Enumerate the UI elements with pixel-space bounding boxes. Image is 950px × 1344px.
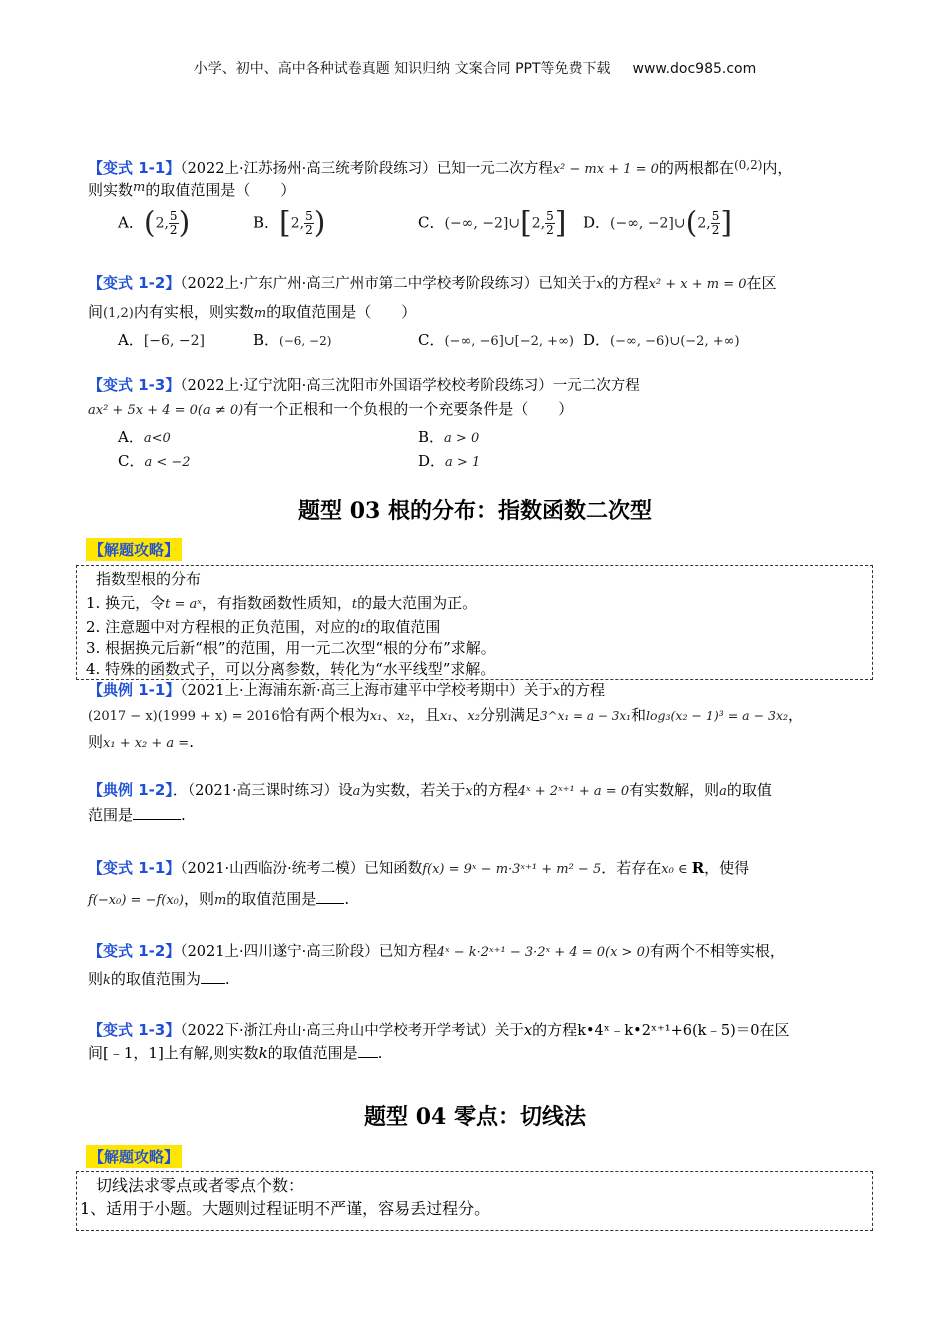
option-b[interactable]: B．a > 0 [418,428,480,446]
box-item-2: 2. 注意题中对方程根的正负范围，对应的t的取值范围 [86,618,441,636]
header-text: 小学、初中、高中各种试卷真题 知识归纳 文案合同 PPT等免费下载 [193,61,611,77]
question-1-2: 【变式 1-2】（2022上·广东广州·高三广州市第二中学校考阶段练习）已知关于x的方程x² + x + m = 0在区 [88,274,777,292]
option-b[interactable]: B．(−6, −2) [253,331,332,349]
variant-1-1-b-line2: f(−x₀) = −f(x₀)，则m的取值范围是 . [88,890,350,908]
variant-1-2-b-line2: 则k的取值范围为 . [88,970,230,988]
option-a[interactable]: A．(2, $\frac{5}{2}$ ) [118,205,191,241]
option-d[interactable]: D．(−∞, −2]∪(2, $\frac{5}{2}$ ] [583,205,733,241]
option-b[interactable]: B．[2, $\frac{5}{2}$ ) [253,205,326,241]
header-url[interactable]: www.doc985.com [632,61,757,77]
math-equation: x² − mx + 1 = 0 [552,162,659,177]
option-c[interactable]: C．a < −2 [118,452,191,470]
section-title: 题型 04 零点：切线法 [364,1104,586,1130]
math-equation: 4ˣ − k·2ˣ⁺¹ − 3·2ˣ + 4 = 0(x > 0) [436,945,650,960]
math-equation: ax² + 5x + 4 = 0(a ≠ 0) [88,403,244,418]
question-1-2-line2: 间(1,2)内有实根，则实数m的取值范围是（ ） [88,303,417,321]
example-1-1-line3: 则x₁ + x₂ + a =. [88,733,194,751]
box-item-1: 1、适用于小题。大题则过程证明不严谨，容易丢过程分。 [80,1199,491,1218]
section-title: 题型 03 根的分布：指数函数二次型 [298,498,652,524]
question-tag: 【变式 1-3】 [88,376,181,394]
box-item-1: 1. 换元，令t = aˣ，有指数函数性质知，t的最大范围为正。 [86,594,478,612]
question-1-1: 【变式 1-1】（2022上·江苏扬州·高三统考阶段练习）已知一元二次方程x² − mx + 1 = 0的两根都在$^{(0,2)}$内， [88,158,793,177]
question-tag: 【变式 1-1】 [88,859,181,877]
variant-1-1-b: 【变式 1-1】（2021·山西临汾·统考二模）已知函数f(x) = 9ˣ − m·3ˣ⁺¹ + m² − 5．若存在x₀ ∈ R，使得 [88,859,750,877]
math-equation: f(x) = 9ˣ − m·3ˣ⁺¹ + m² − 5 [422,862,602,877]
page-header [0,58,950,78]
box-title: 切线法求零点或者零点个数： [96,1176,305,1195]
question-1-3-line2: ax² + 5x + 4 = 0(a ≠ 0)有一个正根和一个负根的一个充要条件是（ ） [88,400,574,418]
question-1-1-line2: 则实数m的取值范围是（ ） [88,180,296,199]
math-equation: x² + x + m = 0 [648,277,747,292]
answer-blank[interactable] [316,889,344,904]
option-a[interactable]: A．[−6, −2] [118,331,205,349]
variant-1-2-b: 【变式 1-2】（2021上·四川遂宁·高三阶段）已知方程4ˣ − k·2ˣ⁺¹ − 3·2ˣ + 4 = 0(x > 0)有两个不相等实根， [88,942,785,960]
option-a[interactable]: A．a<0 [118,428,171,446]
math-equation: 4ˣ + 2ˣ⁺¹ + a = 0 [517,784,630,799]
example-1-2-line2: 范围是 . [88,806,186,824]
box-title: 指数型根的分布 [96,570,202,588]
math-equation: k•4ˣ﹣k•2ˣ⁺¹+6(k﹣5)＝0 [577,1023,760,1039]
variant-1-3-b-line2: 间[﹣1，1]上有解,则实数k的取值范围是 . [88,1044,383,1062]
question-tag: 【典例 1-1】 [88,681,181,699]
option-c[interactable]: C．(−∞, −2]∪[2, $\frac{5}{2}$ ] [418,205,567,241]
variant-1-3-b: 【变式 1-3】（2022下·浙江舟山·高三舟山中学校考开学考试）关于x的方程k•4ˣ﹣k•2ˣ⁺¹+6(k﹣5)＝0在区 [88,1021,790,1039]
answer-blank[interactable] [133,805,181,820]
question-tag: 【典例 1-2】 [88,781,173,799]
example-1-2: 【典例 1-2】．（2021·高三课时练习）设a为实数，若关于x的方程4ˣ + 2ˣ⁺¹ + a = 0有实数解，则a的取值 [88,781,772,799]
example-1-1: 【典例 1-1】（2021上·上海浦东新·高三上海市建平中学校考期中）关于x的方程 [88,681,606,699]
question-tag: 【变式 1-2】 [88,942,181,960]
box-item-4: 4. 特殊的函数式子，可以分离参数，转化为“水平线型”求解。 [86,660,496,678]
math-equation: (2017 − x)(1999 + x) = 2016 [88,709,280,724]
question-1-3: 【变式 1-3】（2022上·辽宁沈阳·高三沈阳市外国语学校校考阶段练习）一元二次方程 [88,376,640,394]
box-item-3: 3. 根据换元后新“根”的范围，用一元二次型“根的分布”求解。 [86,639,496,657]
strategy-label: 【解题攻略】 [86,1145,182,1168]
option-d[interactable]: D．a > 1 [418,452,481,470]
option-c[interactable]: C．(−∞, −6]∪[−2, +∞) [418,331,574,349]
example-1-1-line2: (2017 − x)(1999 + x) = 2016恰有两个根为x₁、x₂，且x₁、x₂分别满足3^x₁ = a − 3x₁和log₃(x₂ − 1)³ = a − 3x₂， [88,706,804,724]
question-tag: 【变式 1-1】 [88,159,181,177]
answer-blank[interactable] [358,1043,378,1058]
question-tag: 【变式 1-3】 [88,1021,181,1039]
option-d[interactable]: D．(−∞, −6)∪(−2, +∞) [583,331,740,349]
question-tag: 【变式 1-2】 [88,274,181,292]
answer-blank[interactable] [201,969,225,984]
strategy-label: 【解题攻略】 [86,538,182,561]
